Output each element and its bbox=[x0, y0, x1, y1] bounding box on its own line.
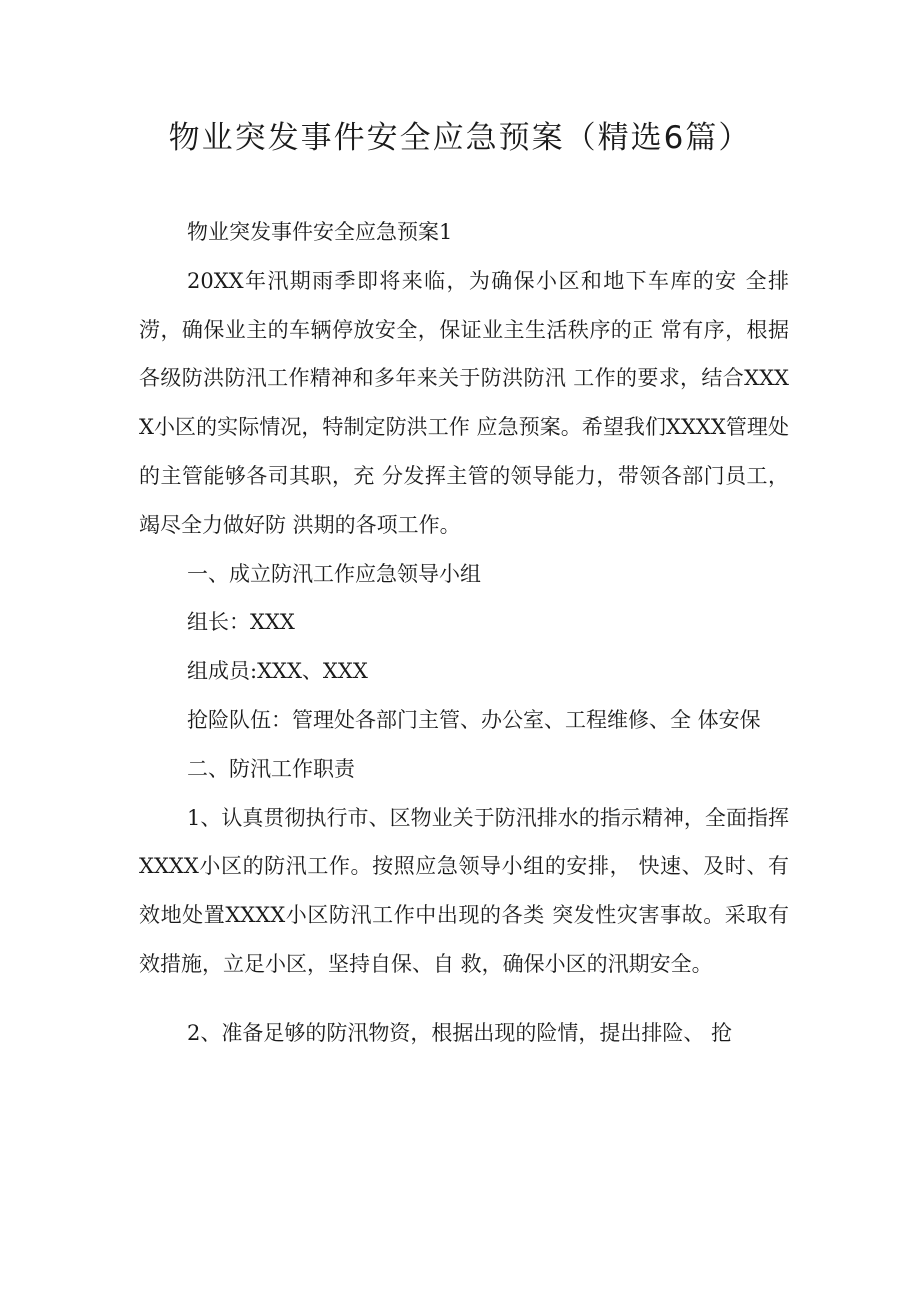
leader-line: 组长：XXX bbox=[187, 610, 295, 635]
part2-heading: 二、防汛工作职责 bbox=[187, 756, 355, 781]
section-heading: 物业突发事件安全应急预案1 bbox=[187, 220, 453, 244]
duty-item-2: 2、准备足够的防汛物资，根据出现的险情，提出排险、 抢 bbox=[187, 1020, 733, 1045]
intro-paragraph: 20XX年汛期雨季即将来临，为确保小区和地下车库的安 全排涝，确保业主的车辆停放安全，保证业主生活秩序的正 常有序，根据各级防洪防汛工作精神和多年来关于防洪防汛 工作的要求，结合XXXX小区的实际情况，特制定防洪工作 应急预案。希望我们XXXX管理处的主管能够各司其职，充 分发挥主管的领导能力，带领各部门员工，竭尽全力做好防 洪期的各项工作。 bbox=[139, 268, 789, 537]
part1-heading: 一、成立防汛工作应急领导小组 bbox=[187, 561, 481, 586]
document-body bbox=[139, 208, 789, 1058]
document-title: 物业突发事件安全应急预案（精选6篇） bbox=[168, 120, 752, 156]
members-line: 组成员:XXX、XXX bbox=[187, 659, 368, 684]
rescue-team-paragraph: 抢险队伍：管理处各部门主管、办公室、工程维修、全 体安保 bbox=[187, 707, 761, 732]
duty-item-1: 1、认真贯彻执行市、区物业关于防汛排水的指示精神，全面指挥XXXX小区的防汛工作。按照应急领导小组的安排， 快速、及时、有效地处置XXXX小区防汛工作中出现的各类 突发性灾害事故。采取有效措施，立足小区，坚持自保、自 救，确保小区的汛期安全。 bbox=[139, 805, 789, 976]
